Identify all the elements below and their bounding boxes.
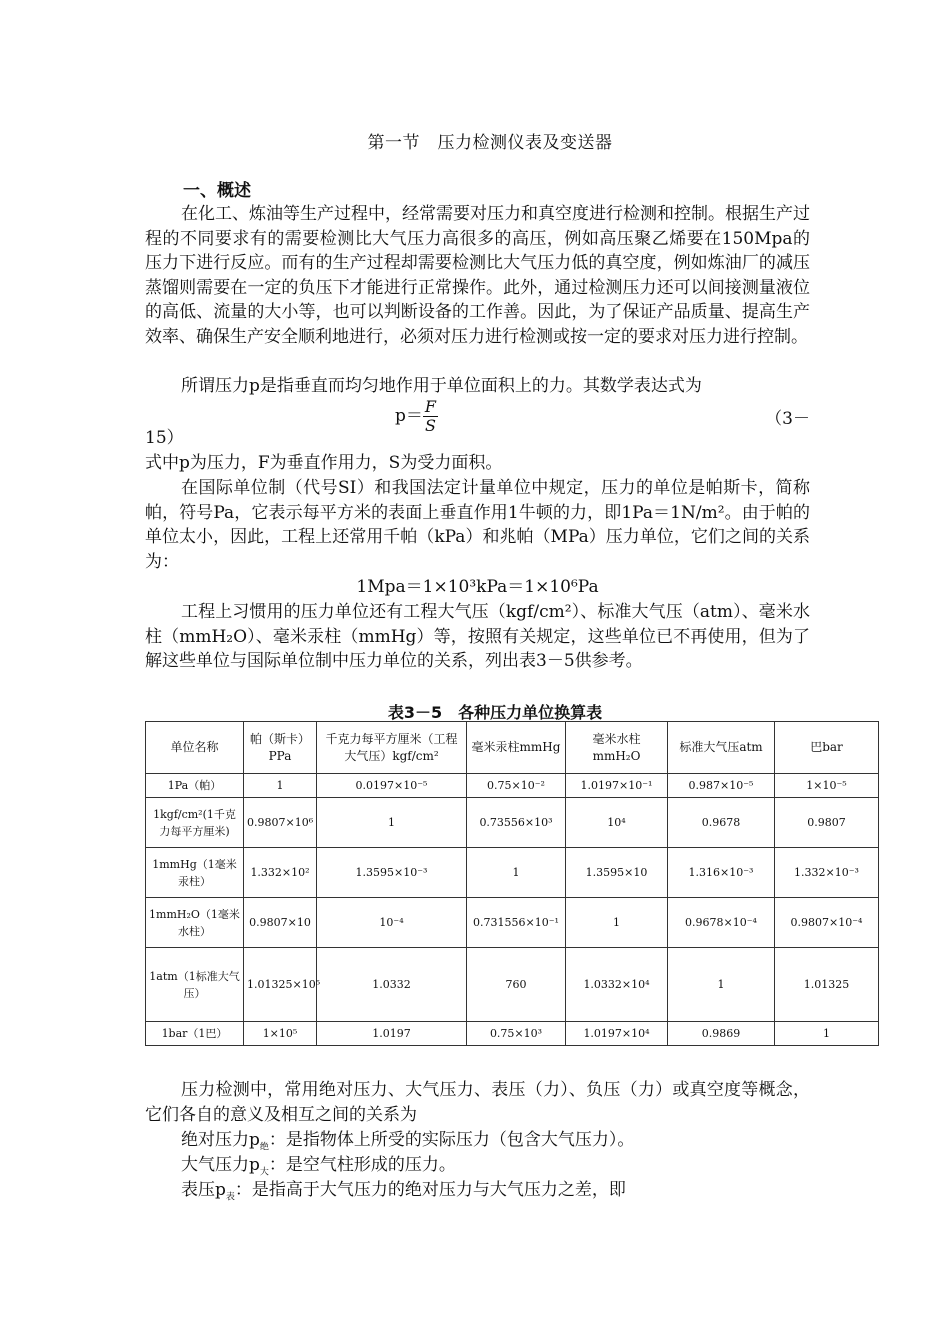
table-cell: 1Pa（帕）: [146, 774, 244, 798]
table-cell: 1: [775, 1022, 879, 1046]
table-cell: 1bar（1巴）: [146, 1022, 244, 1046]
equation-number: （3－: [765, 409, 810, 429]
table-cell: 0.9678: [668, 798, 775, 848]
table-cell: 0.9869: [668, 1022, 775, 1046]
table-cell: 0.9807×10: [244, 898, 317, 948]
header-kgf: 千克力每平方厘米（工程大气压）kgf/cm²: [317, 722, 467, 774]
table-cell: 0.9807×10⁶: [244, 798, 317, 848]
formula-denominator: S: [424, 416, 436, 435]
table-cell: 1.332×10²: [244, 848, 317, 898]
table-row: [146, 774, 879, 798]
table-cell: 1.0332×10⁴: [566, 948, 668, 1022]
section-heading: 一、概述: [183, 181, 251, 201]
section-title: 第一节 压力检测仪表及变送器: [367, 133, 613, 153]
header-mmh2o: 毫米水柱mmH₂O: [566, 722, 668, 774]
table-cell: 1kgf/cm²(1千克力每平方厘米): [146, 798, 244, 848]
table-caption: 表3－5 各种压力单位换算表: [387, 703, 603, 722]
table-cell: 0.9678×10⁻⁴: [668, 898, 775, 948]
pressure-conversion-table: [145, 721, 879, 1046]
table-cell: 1.316×10⁻³: [668, 848, 775, 898]
paragraph-engineering-units: 工程上习惯用的压力单位还有工程大气压（kgf/cm²）、标准大气压（atm）、毫米水柱（mmH₂O）、毫米汞柱（mmHg）等，按照有关规定，这些单位已不再使用，但为了解这些单位与国际单位制中压力单位的关系，列出表3－5供参考。: [145, 602, 810, 672]
table-cell: 1.01325×10⁵: [244, 948, 317, 1022]
definition-gauge-pressure: [145, 1178, 810, 1210]
table-cell: 1.01325: [775, 948, 879, 1022]
term-absolute: 绝对压力p: [181, 1130, 260, 1150]
table-cell: 1.3595×10⁻³: [317, 848, 467, 898]
table-cell: 1×10⁻⁵: [775, 774, 879, 798]
table-cell: 0.987×10⁻⁵: [668, 774, 775, 798]
table-cell: 0.75×10³: [467, 1022, 566, 1046]
table-cell: 1.332×10⁻³: [775, 848, 879, 898]
table-cell: 1: [244, 774, 317, 798]
formula-lhs: p＝: [395, 406, 423, 426]
table-header-row: [146, 722, 879, 774]
term-atmospheric-sub: 大: [259, 1167, 269, 1178]
table-cell: 1: [317, 798, 467, 848]
table-cell: 0.9807: [775, 798, 879, 848]
term-atmospheric: 大气压力p: [181, 1155, 260, 1175]
table-cell: 1.3595×10: [566, 848, 668, 898]
definition-atmospheric-text: ：是空气柱形成的压力。: [268, 1155, 456, 1175]
table-cell: 0.9807×10⁻⁴: [775, 898, 879, 948]
paragraph-si-units: 在国际单位制（代号SI）和我国法定计量单位中规定，压力的单位是帕斯卡，简称帕，符号Pa，它表示每平方米的表面上垂直作用1牛顿的力，即1Pa＝1N/m²。由于帕的单位太小，因此，工程上还常用千帕（kPa）和兆帕（MPa）压力单位，它们之间的关系为：: [145, 478, 810, 572]
table-cell: 1: [668, 948, 775, 1022]
unit-relation: 1Mpa＝1×10³kPa＝1×10⁶Pa: [356, 577, 599, 597]
paragraph-formula-explanation: 式中p为压力，F为垂直作用力，S为受力面积。: [145, 453, 503, 473]
table-cell: 10⁻⁴: [317, 898, 467, 948]
header-pascal: 帕（斯卡）PPa: [244, 722, 317, 774]
term-gauge: 表压p: [181, 1180, 226, 1200]
table-cell: 1atm（1标准大气压）: [146, 948, 244, 1022]
table-cell: 760: [467, 948, 566, 1022]
table-cell: 1: [566, 898, 668, 948]
table-cell: 0.73556×10³: [467, 798, 566, 848]
table-cell: 1.0197×10⁴: [566, 1022, 668, 1046]
table-cell: 1×10⁵: [244, 1022, 317, 1046]
formula-numerator: F: [424, 397, 436, 416]
paragraph-pressure-definition: 所谓压力p是指垂直而均匀地作用于单位面积上的力。其数学表达式为: [181, 376, 702, 396]
table-cell: 1.0332: [317, 948, 467, 1022]
header-unit-name: 单位名称: [146, 722, 244, 774]
table-cell: 1.0197×10⁻¹: [566, 774, 668, 798]
term-absolute-sub: 绝: [259, 1142, 269, 1153]
header-mmhg: 毫米汞柱mmHg: [467, 722, 566, 774]
term-gauge-sub: 表: [225, 1192, 235, 1203]
table-cell: 1.0197: [317, 1022, 467, 1046]
table-cell: 0.0197×10⁻⁵: [317, 774, 467, 798]
header-bar: 巴bar: [775, 722, 879, 774]
table-row: [146, 948, 879, 1022]
table-cell: 0.731556×10⁻¹: [467, 898, 566, 948]
equation-number-continued: 15）: [145, 428, 184, 448]
table-cell: 10⁴: [566, 798, 668, 848]
table-cell: 0.75×10⁻²: [467, 774, 566, 798]
table-row: [146, 898, 879, 948]
definition-gauge-text: ：是指高于大气压力的绝对压力与大气压力之差，即: [234, 1180, 626, 1200]
header-atm: 标准大气压atm: [668, 722, 775, 774]
table-cell: 1mmHg（1毫米汞柱）: [146, 848, 244, 898]
paragraph-overview: 在化工、炼油等生产过程中，经常需要对压力和真空度进行检测和控制。根据生产过程的不同要求有的需要检测比大气压力高很多的高压，例如高压聚乙烯要在150Mpa的压力下进行反应。而有的生产过程却需要检测比大气压力低的真空度，例如炼油厂的减压蒸馏则需要在一定的负压下才能进行正常操作。此外，通过检测压力还可以间接测量液位的高低、流量的大小等，也可以判断设备的工作善。因此，为了保证产品质量、提高生产效率、确保生产安全顺利地进行，必须对压力进行检测或按一定的要求对压力进行控制。: [145, 204, 810, 347]
table-row: [146, 848, 879, 898]
table-row: [146, 798, 879, 848]
table-cell: 1mmH₂O（1毫米水柱）: [146, 898, 244, 948]
paragraph-pressure-concepts: 压力检测中，常用绝对压力、大气压力、表压（力）、负压（力）或真空度等概念，它们各自的意义及相互之间的关系为: [145, 1080, 810, 1125]
definition-absolute-text: ：是指物体上所受的实际压力（包含大气压力）。: [268, 1130, 635, 1150]
table-cell: 1: [467, 848, 566, 898]
table-row: [146, 1022, 879, 1046]
